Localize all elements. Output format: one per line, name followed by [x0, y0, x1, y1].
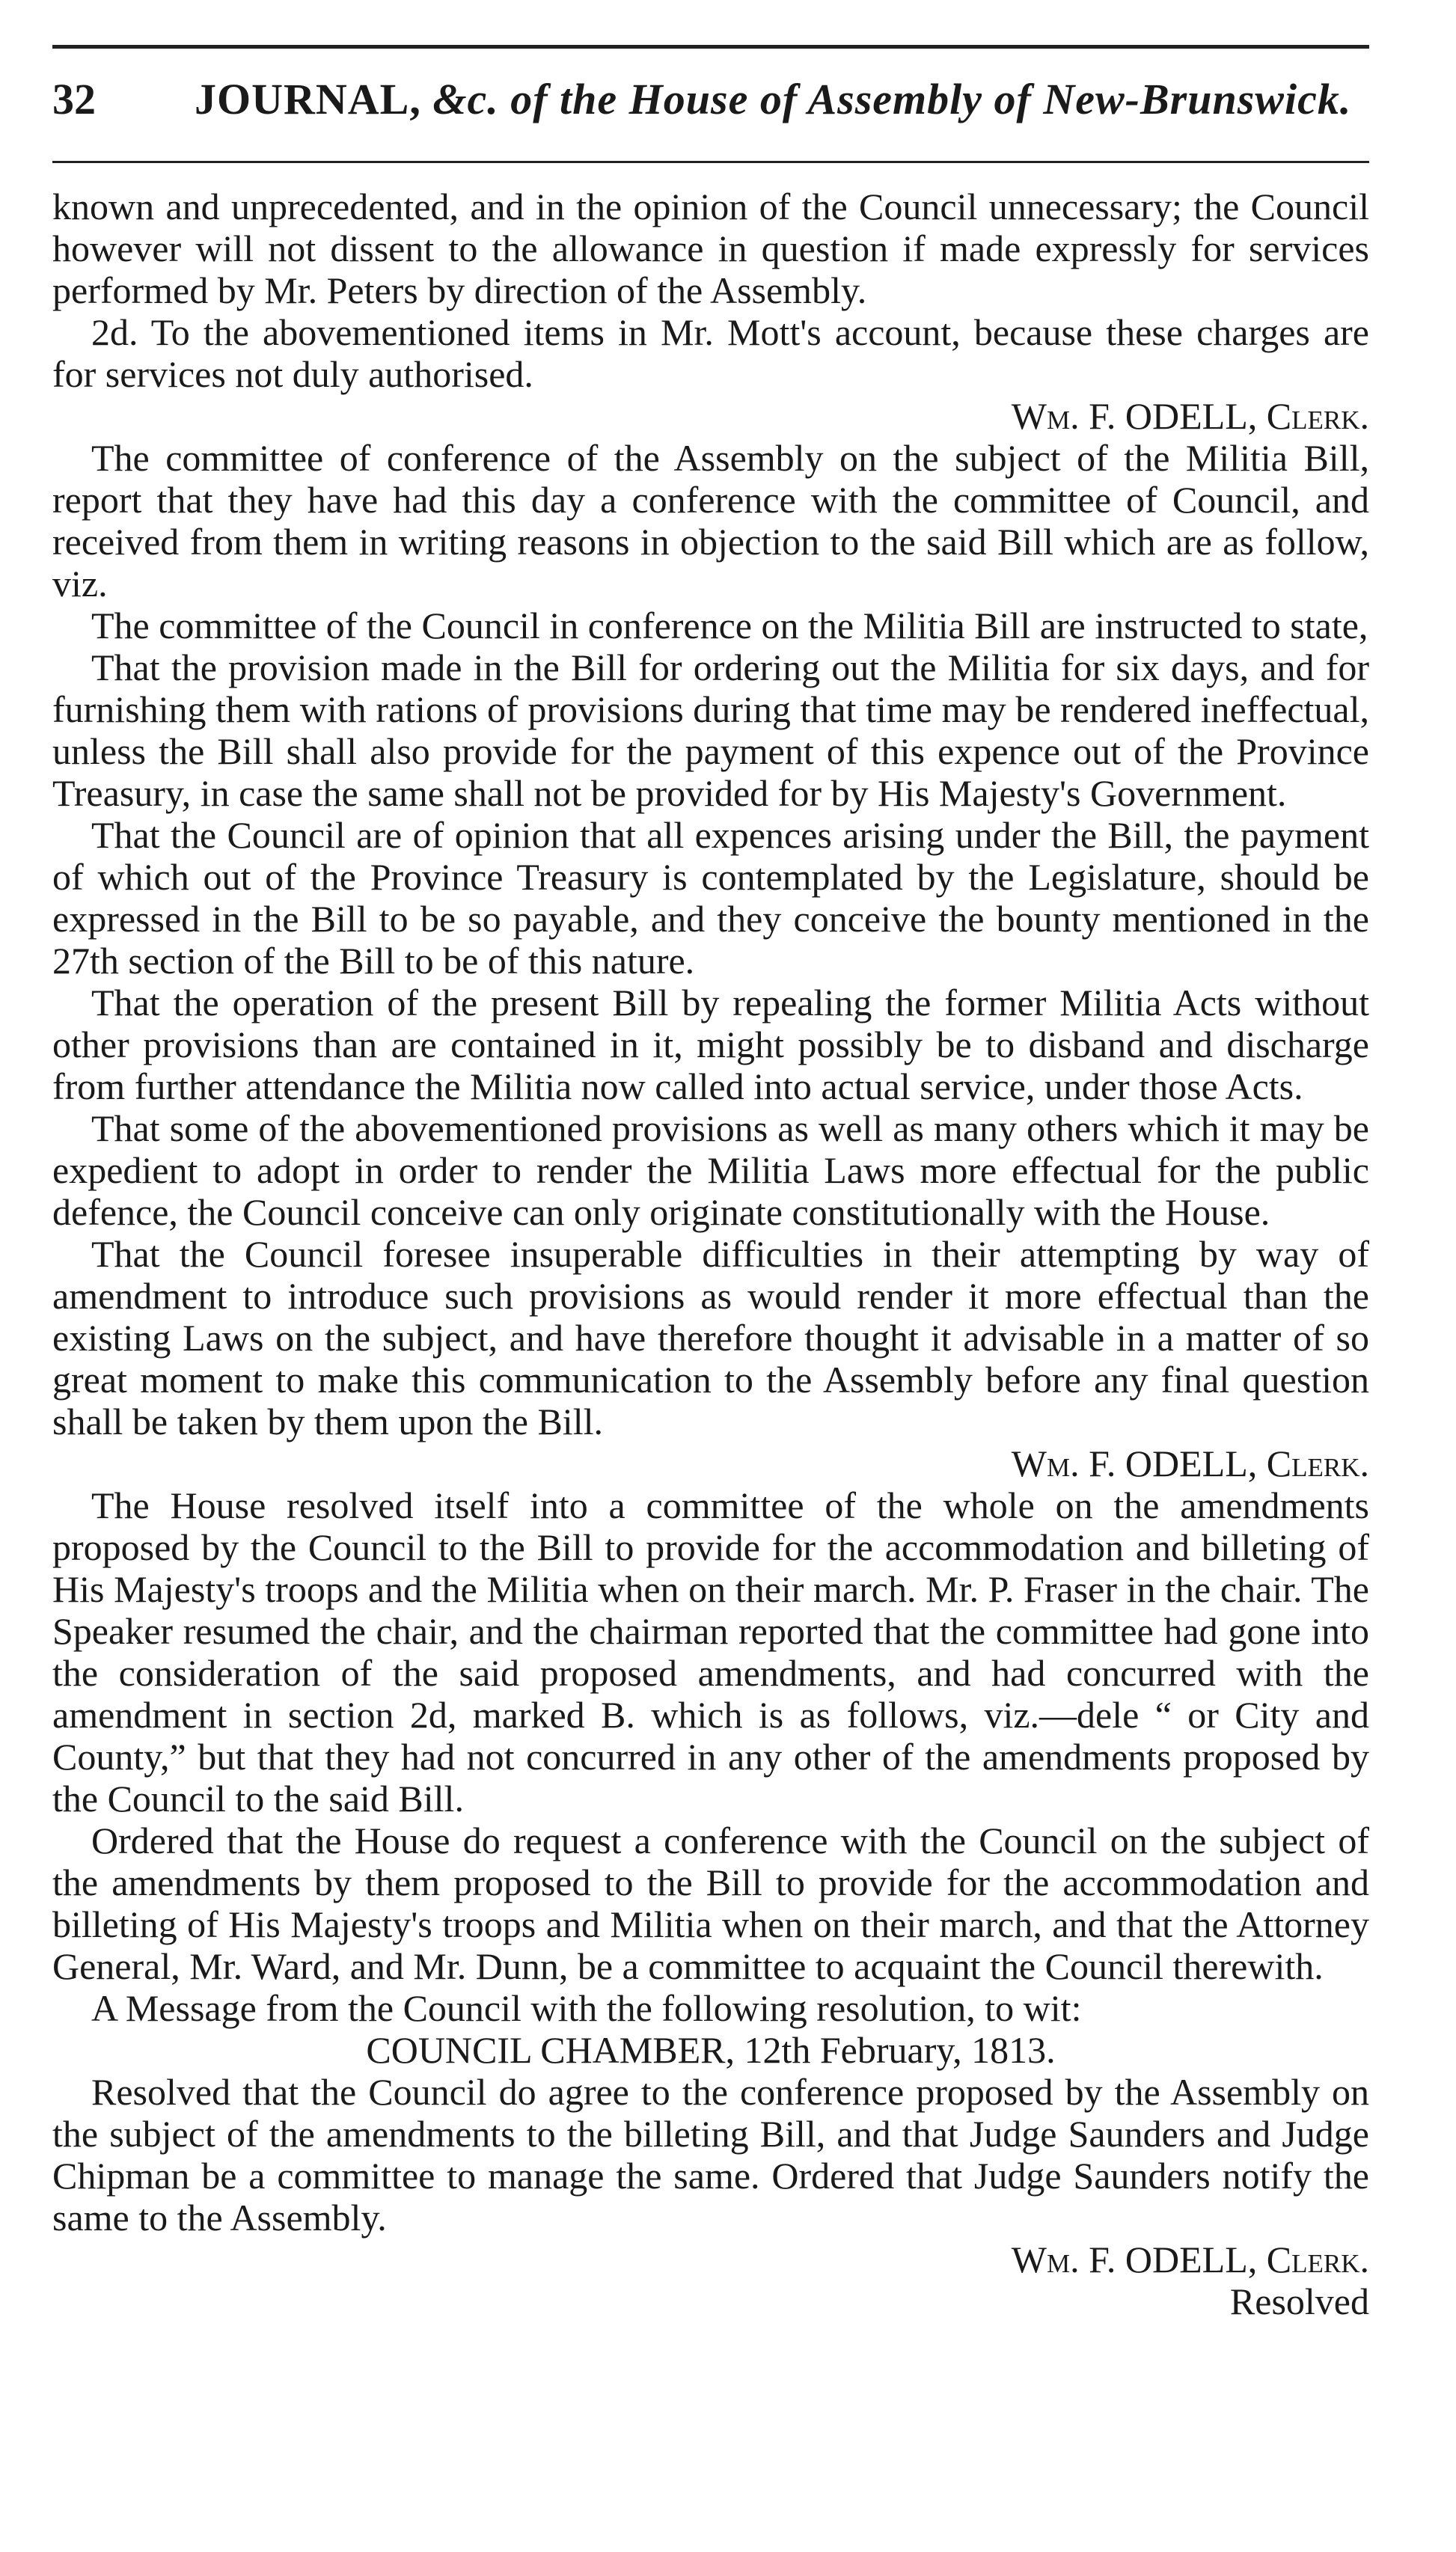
- paragraph: known and unprecedented, and in the opinion of the Council unnecessary; the Council however will not dissent to the allowance in question if made expressly for services performed by Mr. Peters by direction of the Assembly.: [52, 186, 1369, 311]
- running-title: [195, 74, 1351, 124]
- running-title-sub: &c. of the House of Assembly of New-Brunswick.: [432, 75, 1352, 123]
- paragraph: 2d. To the abovementioned items in Mr. Mott's account, because these charges are for services not duly authorised.: [52, 311, 1369, 395]
- journal-body: [52, 186, 1369, 2322]
- paragraph: That the Council are of opinion that all expences arising under the Bill, the payment of which out of the Province Treasury is contemplated by the Legislature, should be expressed in the Bill to be so payable, and they conceive the bounty mentioned in the 27th section of the Bill to be of this nature.: [52, 814, 1369, 982]
- clerk-signature: Wm. F. ODELL, Clerk.: [1011, 395, 1369, 437]
- paragraph: The committee of conference of the Assembly on the subject of the Militia Bill, report that they have had this day a conference with the committee of Council, and received from them in writing reasons in objection to the said Bill which are as follow, viz.: [52, 437, 1369, 605]
- paragraph: A Message from the Council with the following resolution, to wit:: [91, 1987, 1082, 2029]
- paragraph: That the provision made in the Bill for ordering out the Militia for six days, and for furnishing them with rations of provisions during that time may be rendered ineffectual, unless the Bill shall also provide for the payment of this expence out of the Province Treasury, in case the same shall not be provided for by His Majesty's Government.: [52, 646, 1369, 814]
- paragraph: The House resolved itself into a committee of the whole on the amendments proposed by the Council to the Bill to provide for the accommodation and billeting of His Majesty's troops and the Militia when on their march. Mr. P. Fraser in the chair. The Speaker resumed the chair, and the chairman reported that the committee had gone into the consideration of the said proposed amendments, and had concurred with the amendment in section 2d, marked B. which is as follows, viz.—dele “ or City and County,” but that they had not concurred in any other of the amendments proposed by the Council to the said Bill.: [52, 1484, 1369, 1820]
- catchword: Resolved: [1229, 2280, 1369, 2322]
- paragraph: The committee of the Council in conference on the Militia Bill are instructed to state,: [91, 605, 1368, 646]
- running-title-main: JOURNAL,: [195, 75, 433, 123]
- running-header: [52, 45, 1369, 163]
- paragraph: That some of the abovementioned provisions as well as many others which it may be expedient to adopt in order to render the Militia Laws more effectual for the public defence, the Council conceive can only originate constitutionally with the House.: [52, 1107, 1369, 1233]
- paragraph: That the operation of the present Bill by repealing the former Militia Acts without other provisions than are contained in it, might possibly be to disband and discharge from further attendance the Militia now called into actual service, under those Acts.: [52, 982, 1369, 1107]
- paragraph: That the Council foresee insuperable difficulties in their attempting by way of amendment to introduce such provisions as would render it more effectual than the existing Laws on the subject, and have therefore thought it advisable in a matter of so great moment to make this communication to the Assembly before any final question shall be taken by them upon the Bill.: [52, 1233, 1369, 1442]
- journal-page: [52, 45, 1369, 2322]
- paragraph: Ordered that the House do request a conference with the Council on the subject of the amendments by them proposed to the Bill to provide for the accommodation and billeting of His Majesty's troops and Militia when on their march, and that the Attorney General, Mr. Ward, and Mr. Dunn, be a committee to acquaint the Council therewith.: [52, 1820, 1369, 1987]
- paragraph: Resolved that the Council do agree to the conference proposed by the Assembly on the subject of the amendments to the billeting Bill, and that Judge Saunders and Judge Chipman be a committee to manage the same. Ordered that Judge Saunders notify the same to the Assembly.: [52, 2071, 1369, 2239]
- clerk-signature: Wm. F. ODELL, Clerk.: [1011, 1442, 1369, 1484]
- clerk-signature: Wm. F. ODELL, Clerk.: [1011, 2239, 1369, 2280]
- page-number: 32: [52, 75, 96, 123]
- council-chamber-heading: COUNCIL CHAMBER, 12th February, 1813.: [366, 2029, 1056, 2071]
